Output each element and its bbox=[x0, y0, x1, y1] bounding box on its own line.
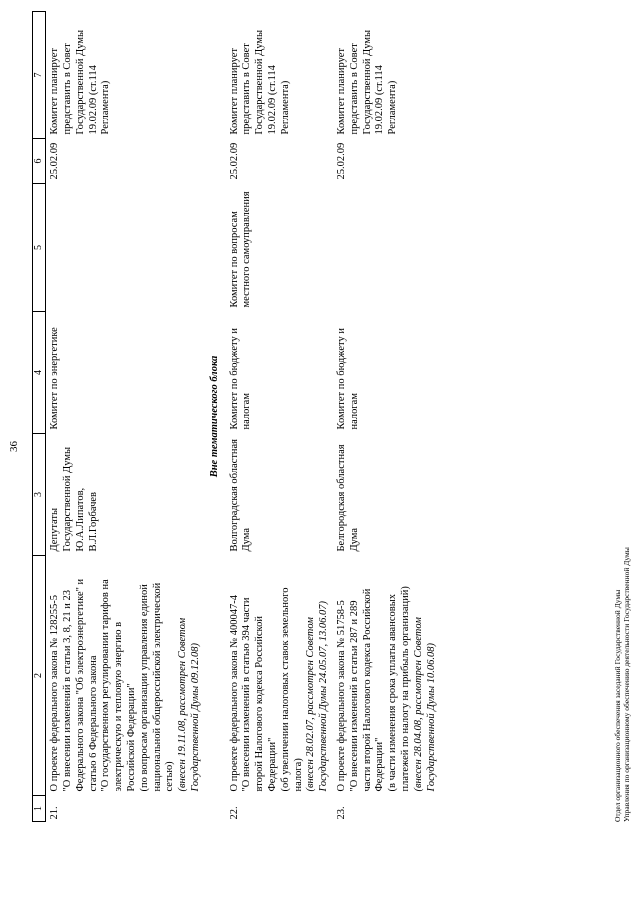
col-header-3: 3 bbox=[33, 434, 46, 556]
bill-line: (в части изменения срока уплаты авансовых bbox=[387, 594, 399, 792]
bill-line: национальной общероссийской электрической bbox=[151, 582, 163, 792]
footer-line-2: Управления по организационному обеспечению деятельности Государственной Думы bbox=[621, 547, 631, 822]
footer bbox=[614, 547, 631, 822]
initiator: Волгоградская областная Дума bbox=[228, 438, 253, 552]
row-number: 22. bbox=[228, 806, 240, 820]
bill-line: налога) bbox=[292, 758, 304, 792]
table-row bbox=[333, 12, 440, 822]
bill-line: О проекте федерального закона № 400047-4 bbox=[228, 594, 240, 792]
header-row bbox=[33, 12, 46, 822]
initiator: Белгородская областная Дума bbox=[335, 444, 360, 552]
col-header-4: 4 bbox=[33, 312, 46, 434]
col-header-2: 2 bbox=[33, 556, 46, 796]
bill-line: "О внесении изменений в статью 394 части bbox=[241, 597, 253, 792]
status-note: Комитет планирует представить в Совет Государственной Думы 19.02.09 (ст.114 Регламента) bbox=[49, 29, 112, 135]
section-title: Вне тематического блока bbox=[208, 355, 220, 478]
review-date: 25.02.09 bbox=[228, 142, 240, 180]
bill-description bbox=[226, 556, 333, 796]
page-number: 36 bbox=[8, 441, 20, 452]
bill-line: Федерации" bbox=[266, 737, 278, 792]
row-number: 21. bbox=[49, 806, 61, 820]
col-header-7: 7 bbox=[33, 12, 46, 139]
bill-description bbox=[333, 556, 440, 796]
col-header-6: 6 bbox=[33, 139, 46, 184]
table-row bbox=[226, 12, 333, 822]
bill-line: статью 6 Федерального закона bbox=[87, 655, 99, 792]
co-committee bbox=[333, 184, 440, 312]
row-number: 23. bbox=[335, 806, 347, 820]
bill-note: (внесен 28.02.07, рассмотрен Советом Государственной Думы 24.05.07, 13.06.07) bbox=[305, 601, 330, 792]
responsible-committee: Комитет по энергетике bbox=[49, 327, 61, 430]
bill-line: второй Налогового кодекса Российской bbox=[254, 616, 266, 792]
status-note: Комитет планирует представить в Совет Государственной Думы 19.02.09 (ст.114 Регламента) bbox=[228, 29, 291, 135]
bill-note: (внесен 28.04.08, рассмотрен Советом Государственной Думы 10.06.08) bbox=[412, 617, 437, 792]
bill-line: сетью) bbox=[164, 761, 176, 792]
bill-line: О проекте федерального закона № 128255-5 bbox=[49, 594, 61, 792]
bill-line: "О государственном регулировании тарифов на bbox=[100, 579, 112, 792]
bill-line: (по вопросам организации управления единой bbox=[138, 584, 150, 792]
responsible-committee: Комитет по бюджету и налогам bbox=[335, 328, 360, 430]
table-row bbox=[46, 12, 205, 822]
bill-line: части второй Налогового кодекса Российской bbox=[361, 588, 373, 792]
bill-line: электрическую и тепловую энергию в bbox=[113, 621, 125, 792]
bill-description bbox=[46, 556, 205, 796]
bill-line: "О внесении изменений в статьи 3, 8, 21 и 23 bbox=[61, 590, 73, 792]
bill-line: (об увеличении налоговых ставок земельного bbox=[279, 587, 291, 792]
bill-line: Федерации" bbox=[374, 737, 386, 792]
co-committee: Комитет по вопросам местного самоуправления bbox=[228, 191, 253, 308]
bill-line: Федерального закона "Об электроэнергетике" и bbox=[74, 578, 86, 792]
bill-line: О проекте федерального закона № 51758-5 bbox=[335, 600, 347, 792]
bill-line: "О внесении изменений в статьи 287 и 289 bbox=[348, 600, 360, 792]
review-date: 25.02.09 bbox=[49, 142, 61, 180]
review-date: 25.02.09 bbox=[335, 142, 347, 180]
responsible-committee: Комитет по бюджету и налогам bbox=[228, 328, 253, 430]
status-note: Комитет планирует представить в Совет Государственной Думы 19.02.09 (ст.114 Регламента) bbox=[335, 29, 399, 135]
footer-line-1: Отдел организационного обеспечения заседаний Государственной Думы bbox=[613, 589, 622, 822]
co-committee bbox=[46, 184, 205, 312]
bill-line: Российской Федерации" bbox=[125, 683, 137, 792]
bills-table bbox=[32, 11, 440, 822]
bill-note: (внесен 19.11.08, рассмотрен Советом Государственной Думы 09.12.08) bbox=[177, 617, 201, 792]
col-header-1: 1 bbox=[33, 796, 46, 822]
section-row bbox=[205, 12, 226, 822]
bill-line: платежей по налогу на прибыль организаций) bbox=[399, 586, 411, 792]
initiator: Депутаты Государственной Думы Ю.А.Липатов, В.Л.Горбачев bbox=[49, 446, 99, 552]
col-header-5: 5 bbox=[33, 184, 46, 312]
